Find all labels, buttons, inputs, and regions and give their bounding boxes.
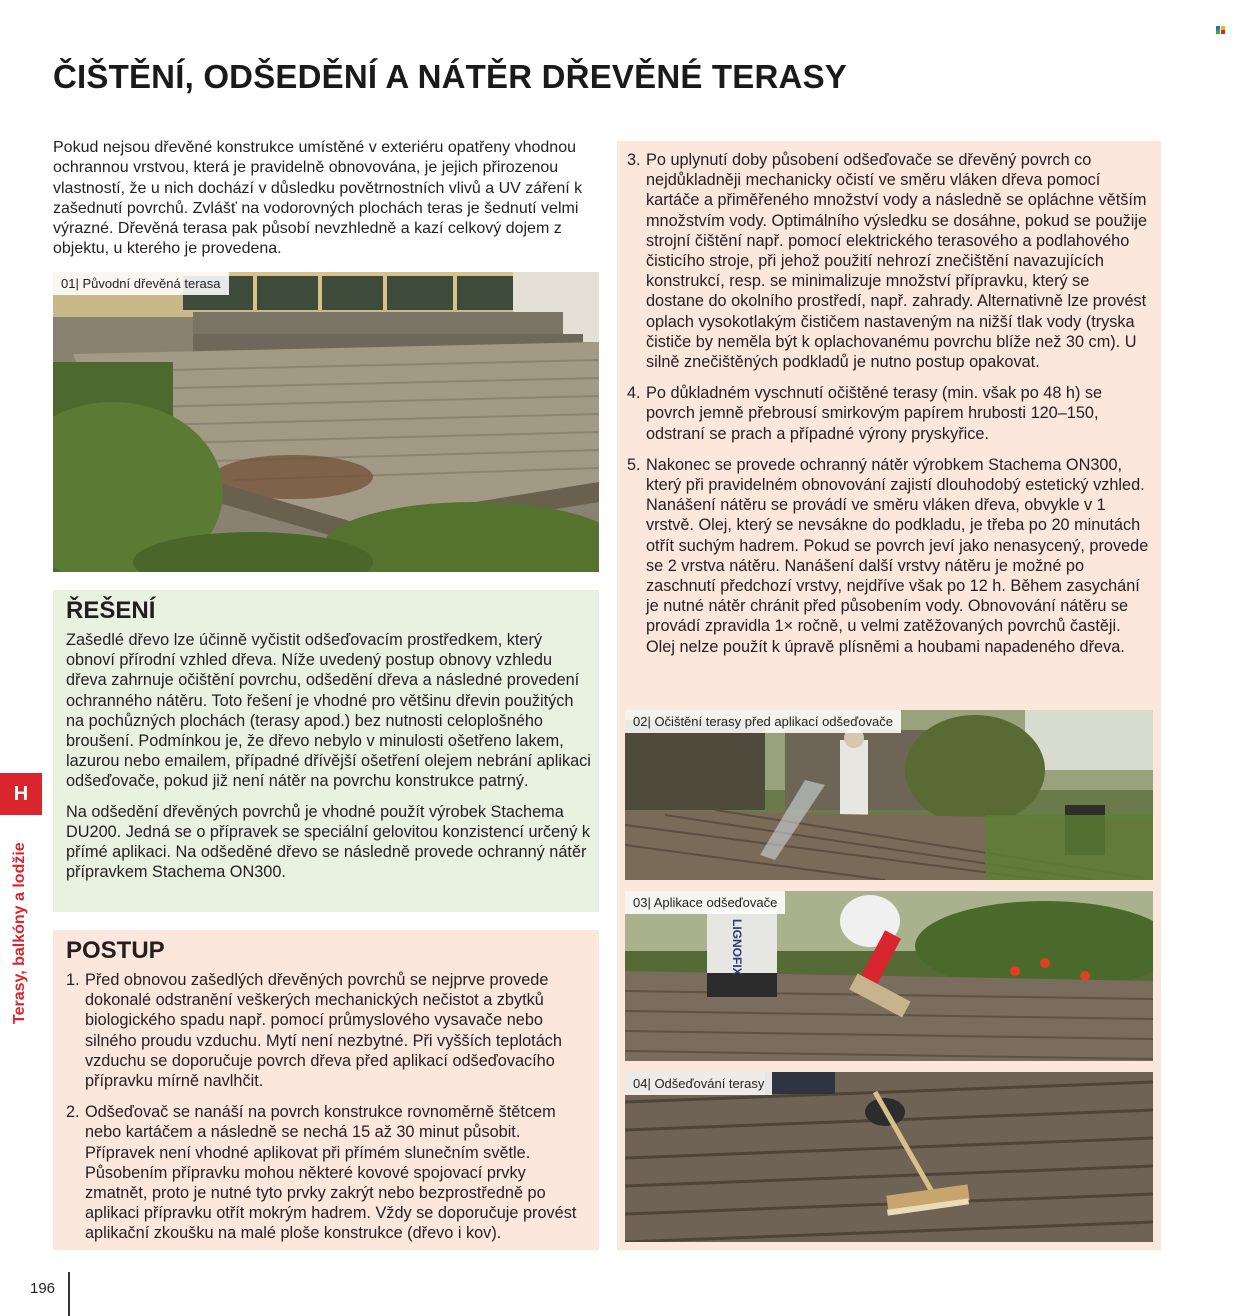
step-text: Po důkladném vyschnutí očištěné terasy (min. však po 48 h) se povrch jemně přebrousí smirkovým papírem hrubosti 120–150, odstraní se prach a případné výrony pryskyřice. bbox=[646, 384, 1103, 443]
step-text: Před obnovou zašedlých dřevěných povrchů se nejprve provede dokonalé odstranění veškerých mechanických nečistot a zbytků biologického spadu např. pomocí průmyslového vysavače nebo silného proudu vzduchu. Mytí není nezbytné. Při vyšších teplotách vzduchu se doporučuje povrch dřeva před aplikací odšeďovacího přípravku mírně navlhčit. bbox=[85, 971, 562, 1091]
photo-application bbox=[625, 891, 1153, 1061]
photo-caption-01: 01| Původní dřevěná terasa bbox=[53, 272, 229, 295]
step-number: 2. bbox=[66, 1103, 80, 1122]
photo-brushing bbox=[625, 1072, 1153, 1242]
section-name: Terasy, balkóny a lodžie bbox=[11, 842, 28, 1024]
procedure-step-5 bbox=[627, 455, 1149, 657]
step-number: 4. bbox=[627, 384, 641, 403]
procedure-step-4 bbox=[627, 383, 1149, 444]
photo-caption-04: 04| Odšeďování terasy bbox=[625, 1072, 772, 1095]
solution-paragraph-1: Zašedlé dřevo lze účinně vyčistit odšeďovacím prostředkem, který obnoví přírodní vzhled dřeva. Níže uvedený postup obnovy vzhledu dřeva zahrnuje očištění povrchu, odšedění dřeva a následné provedení ochranného nátěru. Toto řešení je vhodné pro většinu dřevin použitých na pochůzných plochách (terasy apod.) bez nutnosti celoplošného broušení. Podmínkou je, že dřevo nebylo v minulosti ošetřeno lakem, lazurou nebo emailem, případné dřívější ošetření olejem nebrání aplikaci odšeďovače, pokud již není nátěr na povrchu konstrukce patrný. bbox=[66, 631, 591, 791]
step-number: 3. bbox=[627, 151, 641, 169]
step-text: Odšeďovač se nanáší na povrch konstrukce rovnoměrně štětcem nebo kartáčem a následně se nechá 15 až 30 minut působit. Přípravek není vhodné aplikovat při přímém slunečním světle. Působením přípravku mohou některé kovové spojovací prvky zmatnět, proto je nutné tyto prvky zakrýt nebo bezprostředně po aplikaci přípravku otřít mokrým hadrem. Vždy se doporučuje provést aplikační zkoušku na malé ploše konstrukce (dřevo i kov). bbox=[85, 1103, 577, 1243]
page-number: 196 bbox=[30, 1280, 56, 1297]
section-name-vertical bbox=[2, 828, 38, 1028]
photo-caption-02: 02| Očištění terasy před aplikací odšeďovače bbox=[625, 710, 901, 733]
step-number: 1. bbox=[66, 971, 80, 989]
procedure-box bbox=[53, 930, 599, 1250]
page-number-divider bbox=[68, 1272, 70, 1316]
photo-cleaning bbox=[625, 710, 1153, 880]
step-text: Po uplynutí doby působení odšeďovače se dřevěný povrch co nejdůkladněji mechanicky očistí ve směru vláken dřeva pomocí kartáče a přiměřeného množství vody a následně se opláchne větším množstvím vody. Optimálního výsledku se dosáhne, pokud se použije strojní čištění např. pomocí elektrického terasového a podlahového čisticího stroje, při jehož použití nehrozí znečištění navazujících konstrukcí, resp. se minimalizuje množství přípravku, který se dostane do okolního prostředí, např. zahrady. Alternativně lze provést oplach vysokotlakým čističem nastaveným na nižší tlak vody (tryska čističe by neměla být k oplachovanému povrchu blíže než 30 cm). U silně znečištěných podkladů je nutno postup opakovat. bbox=[646, 151, 1148, 372]
photo-caption-03: 03| Aplikace odšeďovače bbox=[625, 891, 785, 914]
procedure-step-1 bbox=[66, 970, 591, 1091]
procedure-step-2 bbox=[66, 1102, 591, 1243]
page-title: ČIŠTĚNÍ, ODŠEDĚNÍ A NÁTĚR DŘEVĚNÉ TERASY bbox=[53, 58, 847, 95]
procedure-heading: POSTUP bbox=[66, 937, 165, 964]
section-tab[interactable]: H bbox=[0, 773, 42, 815]
step-number: 5. bbox=[627, 455, 641, 474]
solution-paragraph-2: Na odšedění dřevěných povrchů je vhodné použít výrobek Stachema DU200. Jedná se o přípravek se speciální gelovitou konzistencí určený k přímé aplikaci. Na odšeděné dřevo se následně provede ochranný nátěr přípravkem Stachema ON300. bbox=[66, 802, 590, 882]
procedure-step-3 bbox=[627, 150, 1149, 372]
solution-box bbox=[53, 590, 599, 912]
brand-logo-icon bbox=[1216, 26, 1226, 34]
product-can-label: LIGNOFIX bbox=[730, 919, 744, 976]
solution-heading: ŘEŠENÍ bbox=[66, 597, 156, 624]
photo-original-terrace bbox=[53, 272, 599, 572]
step-text: Nakonec se provede ochranný nátěr výrobkem Stachema ON300, který při pravidelném obnovování zajistí dlouhodobý estetický vzhled. Nanášení nátěru se provádí ve směru vláken dřeva, obvykle v 1 vrstvě. Olej, který se nevsákne do podkladu, je třeba po 20 minutách otřít suchým hadrem. Pokud se povrch jeví jako nenasycený, provede se 2 vrstva nátěru. Nanášení další vrstvy nátěru je možné po zaschnutí předchozí vrstvy, nejdříve však po 12 h. Během zasychání je nutné nátěr chránit před působením vody. Obnovování nátěru se provádí zpravidla 1× ročně, u velmi zatěžovaných povrchů častěji. Olej nelze použít k úpravě plísněmi a houbami napadeného dřeva. bbox=[646, 455, 1149, 656]
intro-paragraph: Pokud nejsou dřevěné konstrukce umístěné v exteriéru opatřeny vhodnou ochrannou vrstvou, která je pravidelně obnovována, je jejich přirozenou vlastností, že u nich dochází v důsledku povětrnostních vlivů a UV záření k zašednutí povrchů. Zvlášť na vodorovných plochách teras je šednutí velmi výrazné. Dřevěná terasa pak působí nevzhledně a kazí celkový dojem z objektu, u kterého je provedena. bbox=[53, 139, 583, 258]
